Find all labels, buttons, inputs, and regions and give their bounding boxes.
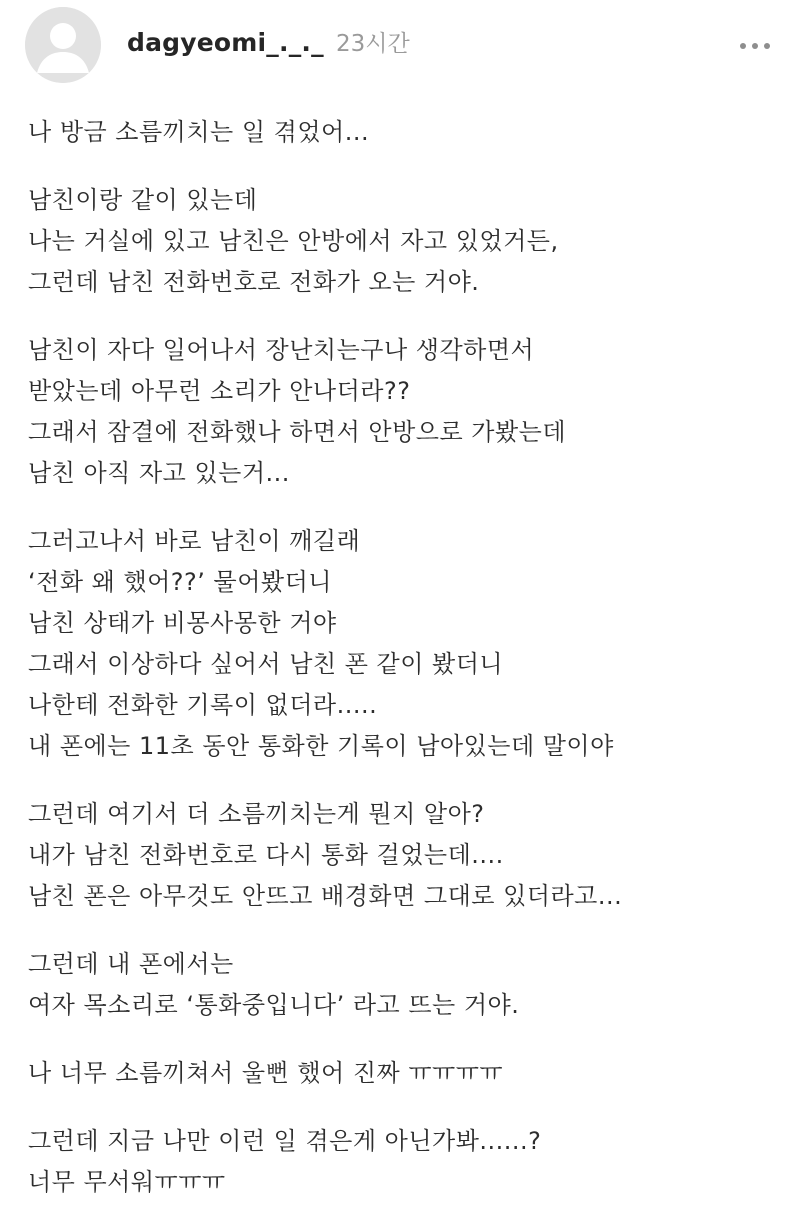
post-text-line: 그러고나서 바로 남친이 깨길래	[28, 527, 361, 555]
post-text-line: 나 너무 소름끼쳐서 울뻔 했어 진짜 ㅠㅠㅠㅠ	[28, 1059, 504, 1087]
post-header	[0, 0, 800, 90]
post-text-line: 여자 목소리로 ‘통화중입니다’ 라고 뜨는 거야.	[28, 991, 520, 1019]
post-timestamp: 23시간	[336, 31, 410, 57]
post-text-line: 나 방금 소름끼치는 일 겪었어...	[28, 118, 370, 146]
post-text-line: 그런데 지금 나만 이런 일 겪은게 아닌가봐......?	[28, 1127, 542, 1155]
post-text-line: 남친이랑 같이 있는데	[28, 186, 258, 214]
post-paragraph	[28, 180, 788, 303]
default-avatar-icon[interactable]	[25, 7, 101, 83]
post-text-line: 그런데 내 폰에서는	[28, 950, 234, 978]
post-paragraph	[28, 1121, 788, 1203]
post-body	[28, 112, 788, 1230]
post-paragraph	[28, 1053, 788, 1094]
post-text-line: 남친 상태가 비몽사몽한 거야	[28, 609, 337, 637]
post-text-line: ‘전화 왜 했어??’ 물어봤더니	[28, 568, 332, 596]
post-text-line: 내 폰에는 11초 동안 통화한 기록이 남아있는데 말이야	[28, 732, 614, 760]
post-text-line: 남친 폰은 아무것도 안뜨고 배경화면 그대로 있더라고...	[28, 882, 623, 910]
post-text-line: 그래서 이상하다 싶어서 남친 폰 같이 봤더니	[28, 650, 504, 678]
post-text-line: 남친이 자다 일어나서 장난치는구나 생각하면서	[28, 336, 535, 364]
post-text-line: 남친 아직 자고 있는거...	[28, 459, 290, 487]
post-text-line: 내가 남친 전화번호로 다시 통화 걸었는데....	[28, 841, 504, 869]
username[interactable]: dagyeomi_._._	[127, 28, 324, 57]
post-paragraph	[28, 794, 788, 917]
post-paragraph	[28, 112, 788, 153]
post-text-line: 너무 무서워ㅠㅠㅠ	[28, 1168, 226, 1196]
post-text-line: 나한테 전화한 기록이 없더라.....	[28, 691, 378, 719]
post-text-line: 그런데 남친 전화번호로 전화가 오는 거야.	[28, 268, 480, 296]
post-paragraph	[28, 521, 788, 767]
post-text-line: 나는 거실에 있고 남친은 안방에서 자고 있었거든,	[28, 227, 559, 255]
post-text-line: 그래서 잠결에 전화했나 하면서 안방으로 가봤는데	[28, 418, 567, 446]
post-paragraph	[28, 330, 788, 494]
more-options-icon[interactable]	[737, 38, 773, 54]
post-paragraph	[28, 944, 788, 1026]
post-text-line: 받았는데 아무런 소리가 안나더라??	[28, 377, 411, 405]
post-text-line: 그런데 여기서 더 소름끼치는게 뭔지 알아?	[28, 800, 485, 828]
